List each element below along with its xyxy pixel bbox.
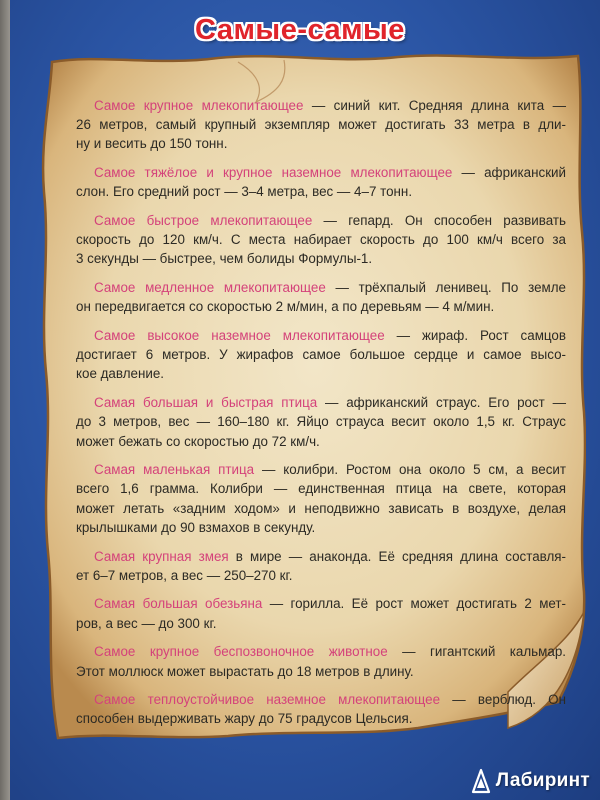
entry-line xyxy=(76,115,566,134)
entry-text: может бежать со скоростью до 72 км/ч. xyxy=(76,433,320,449)
entry-text: он передвигается со скоростью 2 м/мин, а по деревьям — 4 м/мин. xyxy=(76,299,495,315)
entry-line xyxy=(76,249,566,268)
entry-text: скорость до 120 км/ч. С места набирает скорость до 100 км/ч всего за xyxy=(76,232,566,248)
entry-highlight: Самая крупная змея xyxy=(94,548,229,564)
entry-paragraph xyxy=(76,460,566,537)
entry-text: ет 6–7 метров, а вес — 250–270 кг. xyxy=(76,567,293,583)
entry-text: — колибри. Ростом она около 5 см, а весит xyxy=(254,462,567,478)
entry-text: крылышками до 90 взмахов в секунду. xyxy=(76,519,316,535)
entry-line xyxy=(76,690,566,709)
entry-highlight: Самое тяжёлое и крупное наземное млекопитающее xyxy=(94,165,453,181)
entry-paragraph xyxy=(76,690,566,728)
entry-text: — гепард. Он способен развивать xyxy=(312,213,566,229)
entry-text: Этот моллюск может вырастать до 18 метров в длину. xyxy=(76,663,414,679)
entry-line xyxy=(76,96,566,115)
entry-highlight: Самое крупное беспозвоночное животное xyxy=(94,644,388,660)
entry-text: в мире — анаконда. Её средняя длина составля- xyxy=(228,548,566,564)
entry-line xyxy=(76,297,566,316)
entry-line xyxy=(76,547,566,566)
entry-text: — верблюд. Он xyxy=(440,692,566,708)
entry-line xyxy=(76,345,566,364)
entry-text: — синий кит. Средняя длина кита — xyxy=(303,98,566,113)
entry-paragraph xyxy=(76,163,566,201)
entry-text: — трёхпалый ленивец. По земле xyxy=(325,280,566,296)
entry-line xyxy=(76,182,566,201)
entry-line xyxy=(76,230,566,249)
entry-text: ну и весить до 150 тонн. xyxy=(76,136,228,152)
entry-text: до 3 метров, вес — 160–180 кг. Яйцо страуса весит около 1,5 кг. Страус xyxy=(76,414,566,430)
entry-line xyxy=(76,393,566,412)
entry-highlight: Самое теплоустойчивое наземное млекопитающее xyxy=(94,692,441,708)
entry-text: кое давление. xyxy=(76,366,164,382)
text-content xyxy=(76,96,566,738)
entry-line xyxy=(76,412,566,431)
entry-text: — жираф. Рост самцов xyxy=(384,328,566,344)
entry-highlight: Самое медленное млекопитающее xyxy=(94,280,326,296)
entry-highlight: Самая большая и быстрая птица xyxy=(94,395,318,411)
entry-text: — африканский xyxy=(452,165,567,181)
entry-paragraph xyxy=(76,326,566,384)
entry-highlight: Самое крупное млекопитающее xyxy=(94,98,304,113)
watermark-logo xyxy=(470,768,590,794)
entry-highlight: Самое высокое наземное млекопитающее xyxy=(94,328,385,344)
entry-line xyxy=(76,642,566,661)
entry-highlight: Самая большая обезьяна xyxy=(94,596,263,612)
entry-highlight: Самая маленькая птица xyxy=(94,462,255,478)
entry-text: 26 метров, самый крупный экземпляр может достигать 33 метра в дли- xyxy=(76,117,566,133)
entry-line xyxy=(76,163,566,182)
entry-paragraph xyxy=(76,278,566,316)
entry-line xyxy=(76,211,566,230)
entry-text: ров, а вес — до 300 кг. xyxy=(76,615,217,631)
entry-line xyxy=(76,278,566,297)
title-container xyxy=(0,14,600,47)
watermark-text: Лабиринт xyxy=(495,770,590,791)
entry-paragraph xyxy=(76,547,566,585)
entry-line xyxy=(76,432,566,451)
entry-text: слон. Его средний рост — 3–4 метра, вес — 4–7 тонн. xyxy=(76,184,413,200)
entry-line xyxy=(76,364,566,383)
page-title: Самые-самые xyxy=(195,14,405,46)
entry-line xyxy=(76,709,566,728)
entry-paragraph xyxy=(76,594,566,632)
entry-paragraph xyxy=(76,211,566,269)
entry-text: — гигантский кальмар. xyxy=(387,644,566,660)
entry-paragraph xyxy=(76,96,566,154)
entry-text: способен выдерживать жару до 75 градусов Цельсия. xyxy=(76,711,413,727)
entry-line xyxy=(76,662,566,681)
entry-paragraph xyxy=(76,642,566,680)
entry-text: 3 секунды — быстрее, чем болиды Формулы-1. xyxy=(76,251,373,267)
entry-highlight: Самое быстрое млекопитающее xyxy=(94,213,313,229)
entry-text: достигает 6 метров. У жирафов самое большое сердце и самое высо- xyxy=(76,347,566,363)
entry-line xyxy=(76,326,566,345)
entry-line xyxy=(76,518,566,537)
entry-line xyxy=(76,566,566,585)
entry-line xyxy=(76,479,566,498)
entry-line xyxy=(76,460,566,479)
entry-line xyxy=(76,499,566,518)
entry-line xyxy=(76,614,566,633)
entry-line xyxy=(76,594,566,613)
entry-paragraph xyxy=(76,393,566,451)
entry-line xyxy=(76,134,566,153)
entry-text: — горилла. Её рост может достигать 2 мет- xyxy=(262,596,566,612)
entry-text: всего 1,6 грамма. Колибри — единственная птица на свете, которая xyxy=(76,481,566,497)
labyrinth-logo-icon xyxy=(470,768,492,794)
entry-text: — африканский страус. Его рост — xyxy=(317,395,566,411)
entry-text: может летать «задним ходом» и неподвижно зависать в воздухе, делая xyxy=(76,500,566,516)
